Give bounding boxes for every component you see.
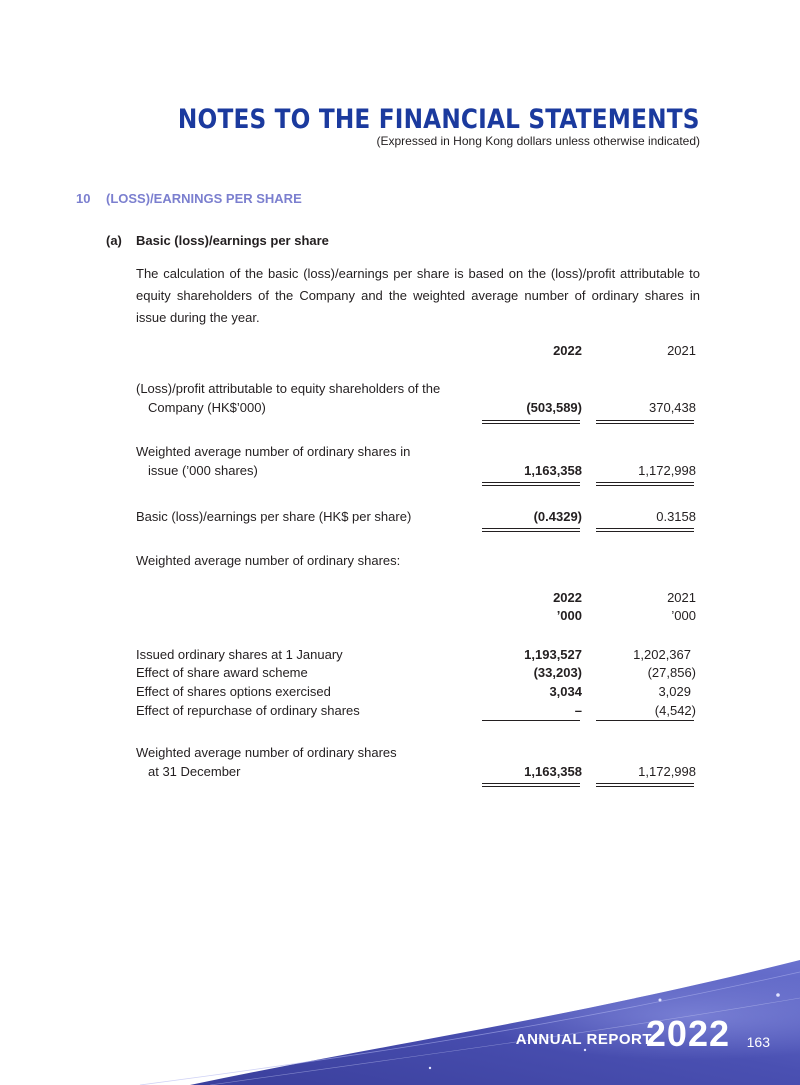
row-value-2021: 1,172,998 (638, 463, 696, 478)
page-number: 163 (746, 1034, 770, 1050)
column-header-2021: 2021 (667, 343, 696, 358)
row-label: Issued ordinary shares at 1 January (136, 647, 343, 662)
section-title: (LOSS)/EARNINGS PER SHARE (106, 191, 302, 206)
double-underline (596, 531, 694, 532)
subsection-title: Basic (loss)/earnings per share (136, 233, 329, 248)
column-unit-2022: ’000 (556, 608, 582, 623)
double-underline (596, 485, 694, 486)
double-underline (596, 528, 694, 529)
row-label: Effect of shares options exercised (136, 684, 331, 699)
row-label: Weighted average number of ordinary shares in (136, 444, 411, 459)
row-label: (Loss)/profit attributable to equity shareholders of the (136, 381, 441, 396)
total-value-2021: 1,172,998 (638, 764, 696, 779)
row-label: Basic (loss)/earnings per share (HK$ per share) (136, 509, 412, 524)
double-underline (482, 783, 580, 784)
page-subtitle: (Expressed in Hong Kong dollars unless otherwise indicated) (376, 134, 700, 148)
section-number: 10 (76, 191, 91, 206)
subsection-letter: (a) (106, 233, 122, 248)
row-value-2022: (0.4329) (533, 509, 582, 524)
double-underline (482, 528, 580, 529)
row-value-2021: 1,202,367 (633, 647, 691, 662)
double-underline (482, 531, 580, 532)
row-label: Effect of repurchase of ordinary shares (136, 703, 360, 718)
row-value-2022: 1,193,527 (524, 647, 582, 662)
double-underline (482, 482, 580, 483)
column-header-2021: 2021 (667, 590, 696, 605)
row-label: Effect of share award scheme (136, 665, 308, 680)
row-value-2022: (33,203) (533, 665, 582, 680)
subsection-paragraph: The calculation of the basic (loss)/earnings per share is based on the (loss)/profit attributable to equity shareholders of the Company and the weighted average number of ordinary shares in issue during the year. (136, 266, 700, 325)
column-header-2022: 2022 (553, 343, 582, 358)
row-value-2021: 370,438 (649, 400, 696, 415)
double-underline (596, 423, 694, 424)
footer-label: ANNUAL REPORT (515, 1031, 652, 1048)
total-label: Weighted average number of ordinary shares (136, 745, 397, 760)
row-value-2022: – (574, 703, 582, 718)
column-header-2022: 2022 (553, 590, 582, 605)
row-label: issue (’000 shares) (148, 463, 258, 478)
total-value-2022: 1,163,358 (524, 764, 582, 779)
row-value-2022: 3,034 (549, 684, 582, 699)
subtotal-underline (596, 720, 694, 721)
total-label: at 31 December (148, 764, 241, 779)
double-underline (596, 783, 694, 784)
row-value-2022: 1,163,358 (524, 463, 582, 478)
row-value-2021: (27,856) (647, 665, 696, 680)
double-underline (596, 786, 694, 787)
double-underline (482, 423, 580, 424)
page-title: NOTES TO THE FINANCIAL STATEMENTS (178, 104, 700, 135)
double-underline (482, 485, 580, 486)
subtotal-underline (482, 720, 580, 721)
double-underline (596, 482, 694, 483)
row-label: Company (HK$’000) (148, 400, 266, 415)
double-underline (596, 420, 694, 421)
table-heading: Weighted average number of ordinary shares: (136, 553, 401, 568)
footer-year: 2022 (645, 1013, 730, 1054)
row-value-2021: (4,542) (654, 703, 696, 718)
double-underline (482, 420, 580, 421)
row-value-2021: 0.3158 (656, 509, 696, 524)
row-value-2021: 3,029 (658, 684, 691, 699)
double-underline (482, 786, 580, 787)
column-unit-2021: ’000 (671, 608, 696, 623)
row-value-2022: (503,589) (526, 400, 582, 415)
